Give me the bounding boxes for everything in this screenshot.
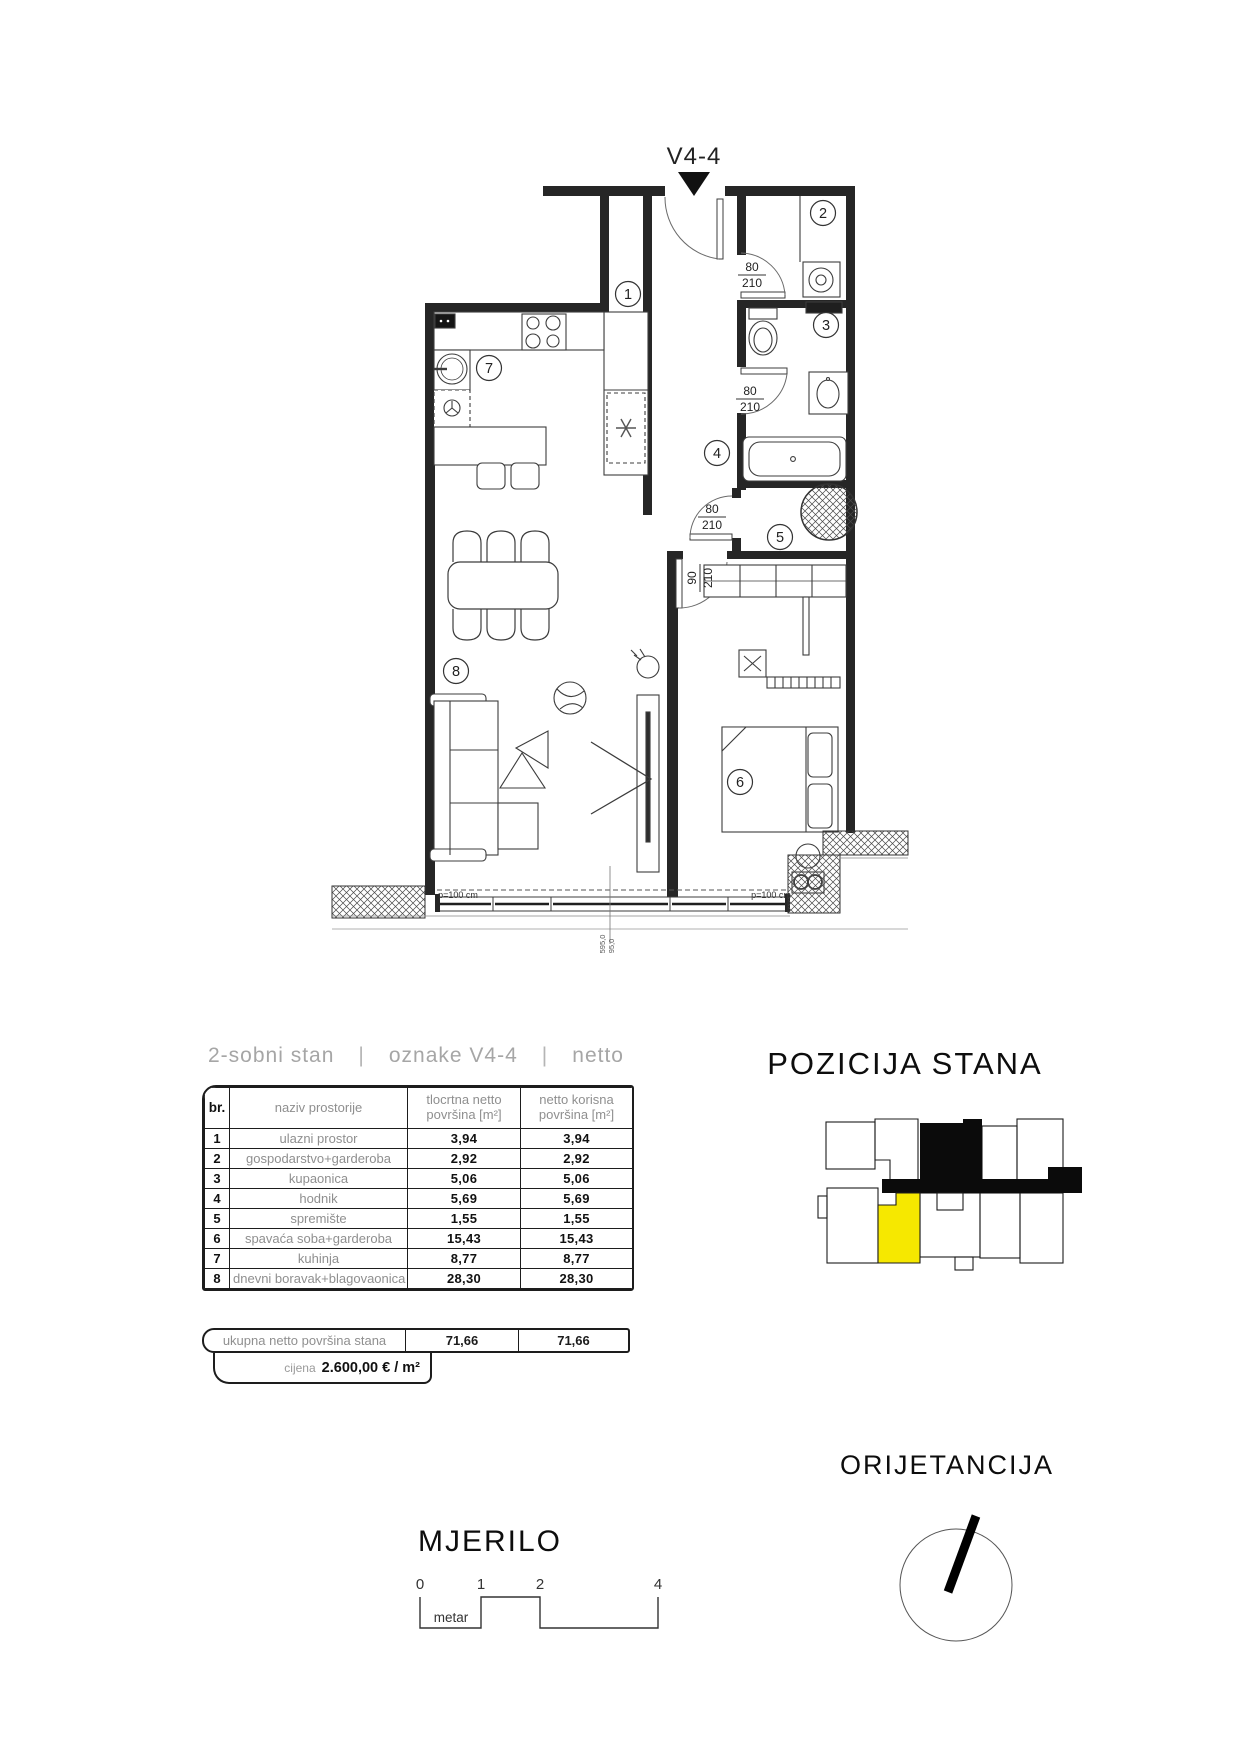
ventilation-shaft-icon	[801, 484, 857, 540]
apartment-plan	[332, 143, 908, 953]
wardrobe-icon	[704, 565, 846, 597]
svg-text:80: 80	[745, 260, 759, 274]
scale-bar	[416, 1576, 662, 1628]
parapet-label: p=100 cm	[438, 890, 478, 900]
table-row: 5 spremište 1,55 1,55	[205, 1209, 633, 1229]
doors	[665, 197, 787, 608]
svg-text:7: 7	[484, 361, 494, 377]
summary-title-netto: netto	[572, 1044, 624, 1067]
col-header-area1: tlocrtna netto površina [m²]	[408, 1088, 521, 1129]
exterior-wall-hatch	[788, 855, 840, 913]
price-value: 2.600,00 € / m²	[321, 1359, 420, 1376]
table-rows	[205, 1129, 633, 1289]
svg-text:95,0: 95,0	[607, 938, 616, 954]
scale-ticks	[416, 1576, 662, 1593]
table-row: 8 dnevni boravak+blagovaonica 28,30 28,30	[205, 1269, 633, 1289]
tv-unit-icon	[637, 695, 659, 872]
svg-text:2: 2	[535, 1576, 545, 1593]
position-title: POZICIJA STANA	[767, 1046, 1043, 1081]
desk-icon	[739, 650, 766, 677]
svg-text:210: 210	[741, 276, 763, 290]
table-row: 1 ulazni prostor 3,94 3,94	[205, 1129, 633, 1149]
svg-text:1: 1	[476, 1576, 486, 1593]
svg-text:210: 210	[739, 400, 761, 414]
highlighted-unit	[878, 1193, 920, 1263]
dishwasher-icon	[434, 390, 470, 427]
rooms-table	[202, 1085, 634, 1291]
compass-circle	[900, 1529, 1012, 1641]
compass	[900, 1514, 1012, 1641]
door-size-label	[736, 384, 764, 414]
toilet-icon	[749, 308, 777, 355]
table-row: 2 gospodarstvo+garderoba 2,92 2,92	[205, 1149, 633, 1169]
table-row: 4 hodnik 5,69 5,69	[205, 1189, 633, 1209]
total-area2: 71,66	[557, 1333, 590, 1348]
position-diagram	[818, 1119, 1082, 1270]
table-header-row	[205, 1088, 633, 1129]
washing-machine-icon	[803, 262, 840, 297]
svg-text:90: 90	[685, 571, 699, 585]
kitchen-fixtures	[434, 312, 648, 489]
scale-unit-label: metar	[433, 1610, 469, 1625]
summary-title-type: 2-sobni stan	[208, 1044, 335, 1067]
door-size-label	[738, 260, 766, 290]
table-row: 7 kuhinja 8,77 8,77	[205, 1249, 633, 1269]
living-room-fixtures	[430, 649, 659, 872]
svg-text:8: 8	[451, 664, 461, 680]
stove-icon	[522, 314, 566, 350]
svg-text:210: 210	[701, 518, 723, 532]
dimension-label	[598, 935, 616, 954]
svg-text:4: 4	[712, 446, 722, 462]
radiator-icon	[767, 677, 840, 688]
dresser-icon	[803, 597, 809, 655]
svg-text:80: 80	[743, 384, 757, 398]
total-area1: 71,66	[406, 1330, 519, 1351]
col-header-br: br.	[205, 1088, 230, 1129]
entrance-marker-icon	[678, 172, 710, 196]
bathtub-icon	[743, 437, 846, 481]
svg-text:4: 4	[653, 1576, 663, 1593]
svg-text:1: 1	[623, 287, 633, 303]
table-row: 6 spavaća soba+garderoba 15,43 15,43	[205, 1229, 633, 1249]
washbasin-icon	[809, 372, 848, 414]
col-header-area2: netto korisna površina [m²]	[521, 1088, 633, 1129]
dining-set	[448, 531, 558, 640]
scale-title: MJERILO	[417, 1525, 563, 1558]
door-size-label	[685, 564, 715, 592]
oven-icon	[435, 314, 455, 328]
svg-text:80: 80	[705, 502, 719, 516]
svg-text:6: 6	[735, 775, 745, 791]
table-row: 3 kupaonica 5,06 5,06	[205, 1169, 633, 1189]
price-box	[213, 1353, 432, 1384]
summary-title-code: oznake V4-4	[388, 1044, 518, 1067]
parapet-label: p=100 cm	[751, 890, 791, 900]
dining-table-icon	[448, 562, 558, 609]
floor-lamp-icon	[631, 649, 659, 678]
facade-band	[332, 831, 908, 944]
compass-needle-icon	[944, 1514, 980, 1593]
ball-icon	[554, 682, 586, 714]
separator: |	[358, 1044, 365, 1067]
summary-title	[202, 1042, 630, 1070]
separator: |	[541, 1044, 549, 1067]
orientation-title: ORIJETANCIJA	[839, 1450, 1054, 1480]
shaft-block	[806, 302, 842, 313]
svg-text:595,0: 595,0	[598, 934, 607, 954]
bar-stool-icon	[477, 463, 505, 489]
totals-row	[202, 1328, 630, 1353]
svg-text:5: 5	[775, 530, 785, 546]
exterior-wall-hatch	[823, 831, 908, 855]
svg-text:0: 0	[415, 1576, 425, 1593]
exterior-wall-hatch	[332, 886, 425, 918]
svg-text:2: 2	[818, 206, 828, 222]
door-size-label	[698, 502, 726, 532]
svg-text:3: 3	[821, 318, 831, 334]
col-header-name: naziv prostorije	[230, 1088, 408, 1129]
bar-stool-icon	[511, 463, 539, 489]
price-label: cijena	[284, 1360, 316, 1375]
total-label: ukupna netto površina stana	[204, 1330, 406, 1351]
section-label: V4-4	[666, 143, 722, 170]
svg-text:210: 210	[701, 567, 715, 589]
neighbor-unit-filled	[920, 1119, 982, 1179]
